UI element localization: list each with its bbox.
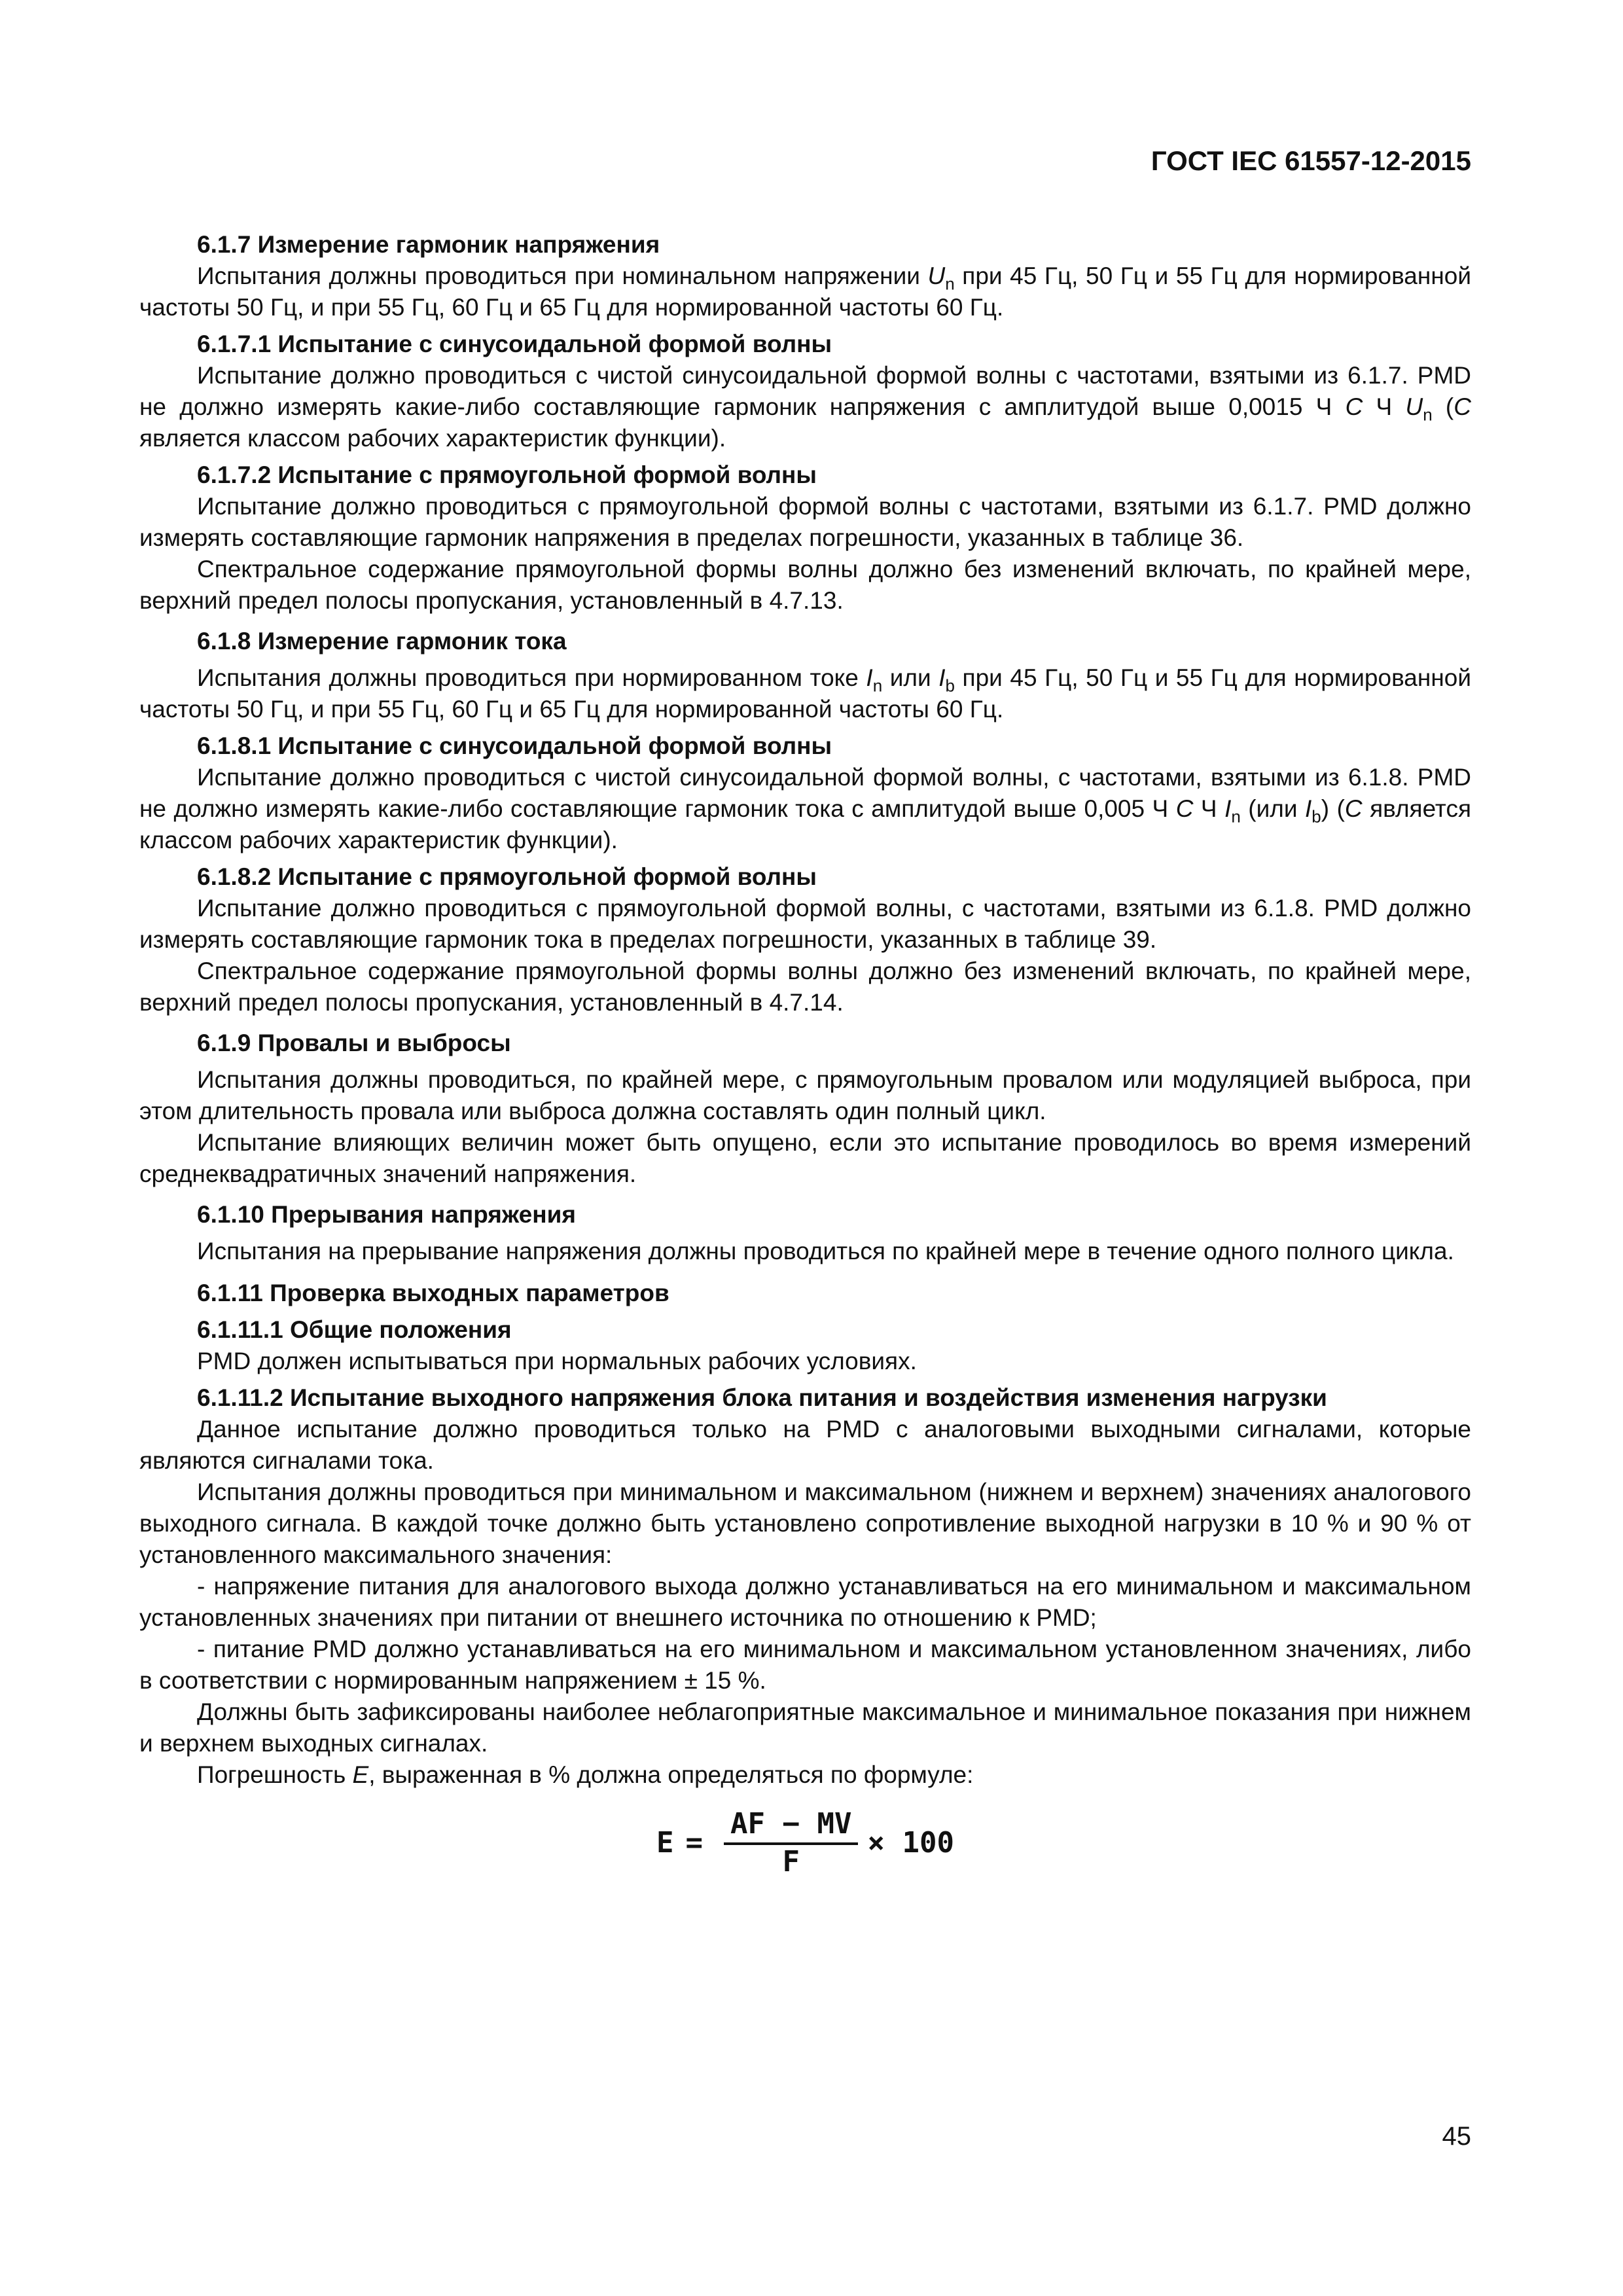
paragraph-6-1-10: Испытания на прерывание напряжения должны проводиться по крайней мере в течение одного полного цикла. bbox=[197, 1238, 1454, 1265]
paragraph-6-1-7-2-b: Спектральное содержание прямоугольной формы волны должно без изменений включать, по крайней мере, верхний предел полосы пропускания, установленный в 4.7.13. bbox=[139, 556, 1471, 614]
heading-6-1-7-1: 6.1.7.1 Испытание с синусоидальной формой волны bbox=[197, 331, 832, 357]
heading-6-1-11-2: 6.1.11.2 Испытание выходного напряжения блока питания и воздействия изменения нагрузки bbox=[197, 1384, 1327, 1411]
heading-6-1-8-1: 6.1.8.1 Испытание с синусоидальной формой волны bbox=[197, 732, 832, 759]
paragraph-6-1-8-1: Испытание должно проводиться с чистой синусоидальной формой волны, с частотами, взятыми из 6.1.8. PMD не должно измерять какие-либо составляющие гармоник тока с амплитудой выше 0,005 Ч C Ч $I_n$ (или $I_b$) (C является классом рабочих характеристик функции). bbox=[139, 764, 1471, 853]
paragraph-6-1-9-a: Испытания должны проводиться, по крайней мере, с прямоугольным провалом или модуляцией выброса, при этом длительность провала или выброса должна составлять один полный цикл. bbox=[139, 1066, 1471, 1124]
heading-6-1-10: 6.1.10 Прерывания напряжения bbox=[197, 1201, 576, 1228]
paragraph-6-1-8-2-a: Испытание должно проводиться с прямоугольной формой волны, с частотами, взятыми из 6.1.8. PMD должно измерять составляющие гармоник тока в пределах погрешности, указанных в таблице 39. bbox=[139, 895, 1471, 953]
document-code: ГОСТ IEC 61557-12-2015 bbox=[1150, 145, 1471, 176]
paragraph-6-1-11-2-a: Данное испытание должно проводиться только на PMD с аналоговыми выходными сигналами, которые являются сигналами тока. bbox=[139, 1416, 1471, 1474]
paragraph-6-1-11-2-b: Испытания должны проводиться при минимальном и максимальном (нижнем и верхнем) значениях аналогового выходного сигнала. В каждой точке должно быть установлено сопротивление выходной нагрузки в 10 % и 90 % от установленного максимального значения: bbox=[139, 1479, 1471, 1568]
paragraph-6-1-11-2-c: Должны быть зафиксированы наиболее неблагоприятные максимальное и минимальное показания при нижнем и верхнем выходных сигналах. bbox=[139, 1698, 1471, 1757]
paragraph-6-1-7-1: Испытание должно проводиться с чистой синусоидальной формой волны с частотами, взятыми из 6.1.7. PMD не должно измерять какие-либо составляющие гармоник напряжения с амплитудой выше 0,0015 Ч C Ч $U_n$ (C является классом рабочих характеристик функции). bbox=[139, 362, 1471, 452]
heading-6-1-7-2: 6.1.7.2 Испытание с прямоугольной формой волны bbox=[197, 461, 817, 488]
formula-lhs: E bbox=[656, 1826, 674, 1859]
error-formula bbox=[139, 1797, 1471, 1889]
heading-6-1-8-2: 6.1.8.2 Испытание с прямоугольной формой волны bbox=[197, 863, 817, 890]
heading-6-1-7: 6.1.7 Измерение гармоник напряжения bbox=[197, 231, 660, 258]
heading-6-1-11: 6.1.11 Проверка выходных параметров bbox=[197, 1280, 669, 1306]
paragraph-6-1-7-2-a: Испытание должно проводиться с прямоугольной формой волны с частотами, взятыми из 6.1.7. PMD должно измерять составляющие гармоник напряжения в пределах погрешности, указанных в таблице 36. bbox=[139, 493, 1471, 551]
paragraph-6-1-8-2-b: Спектральное содержание прямоугольной формы волны должно без изменений включать, по крайней мере, верхний предел полосы пропускания, установленный в 4.7.14. bbox=[139, 958, 1471, 1016]
heading-6-1-11-1: 6.1.11.1 Общие положения bbox=[197, 1316, 512, 1343]
heading-6-1-9: 6.1.9 Провалы и выбросы bbox=[197, 1030, 511, 1056]
document-body bbox=[139, 229, 1471, 1889]
paragraph-6-1-7: Испытания должны проводиться при номинальном напряжении $U_n$ при 45 Гц, 50 Гц и 55 Гц для нормированной частоты 50 Гц, и при 55 Гц, 60 Гц и 65 Гц для нормированной частоты 60 Гц. bbox=[139, 262, 1471, 321]
paragraph-6-1-11-1: PMD должен испытываться при нормальных рабочих условиях. bbox=[197, 1348, 917, 1374]
formula-denominator: F bbox=[782, 1845, 800, 1878]
page-number: 45 bbox=[1442, 2122, 1471, 2151]
formula-multiplier: × 100 bbox=[867, 1826, 954, 1859]
list-item-supply-voltage: - напряжение питания для аналогового выхода должно устанавливаться на его минимальном и максимальном установленных значениях при питании от внешнего источника по отношению к PMD; bbox=[139, 1573, 1471, 1631]
paragraph-6-1-9-b: Испытание влияющих величин может быть опущено, если это испытание проводилось во время измерений среднеквадратичных значений напряжения. bbox=[139, 1129, 1471, 1187]
list-item-pmd-supply: - питание PMD должно устанавливаться на его минимальном и максимальном установленном значениях, либо в соответствии с нормированным напряжением ± 15 %. bbox=[139, 1636, 1471, 1694]
paragraph-6-1-11-2-d: Погрешность E, выраженная в % должна определяться по формуле: bbox=[197, 1761, 974, 1788]
formula-fraction bbox=[724, 1808, 858, 1878]
formula-numerator: AF − MV bbox=[724, 1808, 858, 1845]
heading-6-1-8: 6.1.8 Измерение гармоник тока bbox=[197, 628, 567, 655]
formula-equals: = bbox=[685, 1826, 704, 1859]
paragraph-6-1-8: Испытания должны проводиться при нормированном токе $I_n$ или $I_b$ при 45 Гц, 50 Гц и 55 Гц для нормированной частоты 50 Гц, и при 55 Гц, 60 Гц и 65 Гц для нормированной частоты 60 Гц. bbox=[139, 664, 1472, 723]
